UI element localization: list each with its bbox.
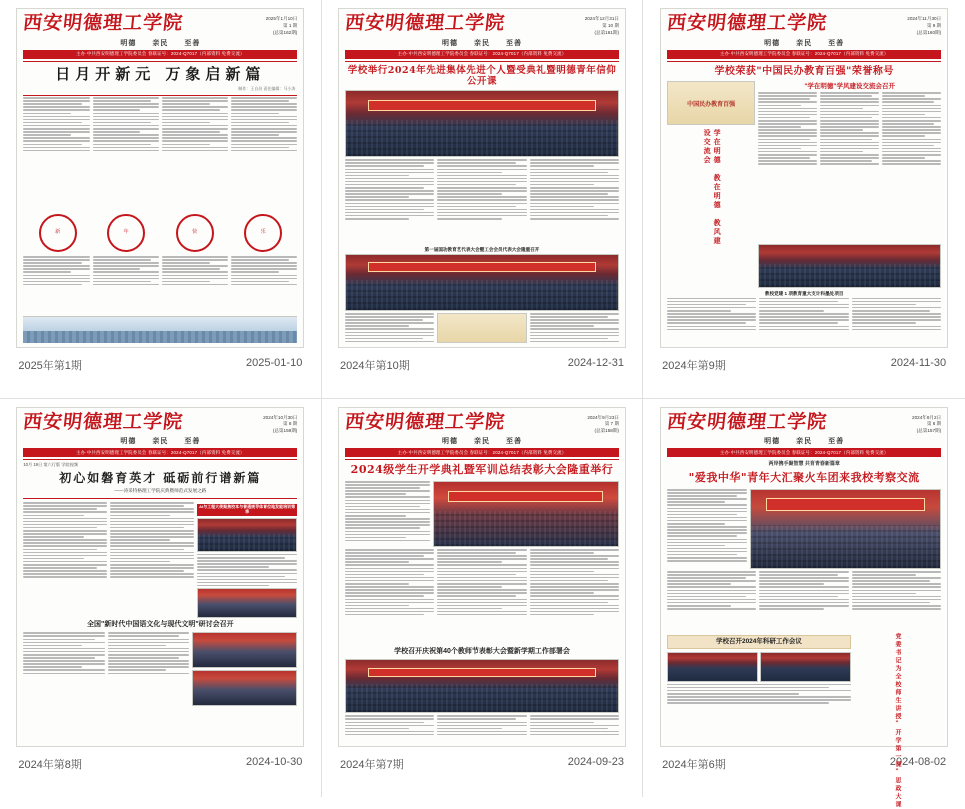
column — [93, 97, 159, 210]
motto-3: 至善 — [505, 39, 522, 47]
meeting-photo — [667, 652, 758, 682]
column — [345, 715, 434, 741]
article-columns — [23, 97, 297, 210]
right-block — [758, 81, 941, 288]
issue-label: 2025年第1期 — [18, 360, 82, 372]
issue-date-label: 2024-11-30 — [890, 357, 947, 369]
motto-row — [23, 436, 297, 446]
column — [162, 97, 228, 210]
divider — [23, 498, 297, 499]
column — [231, 97, 297, 210]
motto-3: 至善 — [828, 39, 845, 47]
column — [162, 256, 228, 316]
motto-1: 明德 — [764, 39, 781, 47]
sub-headline: "学在明德"学风建设交流会召开 — [804, 83, 895, 91]
issue-number: 第 7 期 — [604, 421, 619, 427]
issue-label: 2024年第10期 — [339, 360, 410, 372]
masthead-title: 西安明德理工学院 — [343, 410, 507, 433]
top-section — [667, 489, 941, 569]
issue-number: 第 1 期 — [283, 22, 298, 28]
motto-2: 亲民 — [152, 39, 169, 47]
section-headline: 学校召开2024年科研工作会议 — [667, 635, 851, 649]
column — [110, 502, 194, 618]
column — [437, 715, 526, 741]
audience-seats — [346, 120, 618, 156]
issue-date: 2024年12月31日 — [584, 16, 619, 21]
issue-cell[interactable] — [0, 0, 322, 399]
stage-banner — [368, 668, 597, 677]
article-columns-lower — [23, 256, 297, 316]
motto-2: 亲民 — [796, 39, 813, 47]
newspaper-thumbnail-1[interactable] — [16, 8, 304, 348]
masthead-title: 西安明德理工学院 — [22, 12, 185, 34]
motto-row — [23, 38, 297, 48]
column — [23, 256, 89, 316]
stage-banner — [368, 262, 597, 272]
article-columns — [667, 571, 941, 631]
motto-2: 亲民 — [473, 438, 490, 446]
event-photo — [345, 90, 619, 158]
column — [530, 159, 619, 245]
divider — [23, 95, 297, 96]
publisher-bar: 主办·中共西安明德理工学院委员会 春联证号：2024-Q7017（内部资料 免费交流） — [667, 448, 941, 457]
certificate-title: 中国民办教育百强 — [687, 101, 736, 108]
publisher-bar: 主办·中共西安明德理工学院委员会 春联证号：2024-Q7017（内部资料 免费交流） — [345, 50, 619, 59]
lower-right — [854, 633, 941, 809]
issue-date-label: 2024-10-30 — [246, 755, 303, 768]
issue-label: 2024年第8期 — [18, 758, 82, 771]
side-headline: AI与工程大使聚焦校本与普通规导体育位地发能培训第季 — [197, 504, 298, 516]
issue-date-label: 2025-01-10 — [246, 357, 303, 369]
column — [820, 92, 879, 242]
motto-row — [345, 436, 619, 446]
article-columns — [345, 159, 619, 245]
article-columns-lower — [345, 715, 619, 741]
seal: 年 — [107, 214, 145, 252]
publisher-bar: 主办·中共西安明德理工学院委员会 春联证号：2024-Q7017（内部资料 免费交流） — [23, 448, 297, 457]
masthead-title: 西安明德理工学院 — [22, 410, 185, 433]
seal-row — [23, 214, 297, 252]
seal: 乐 — [244, 214, 282, 252]
masthead — [23, 14, 297, 37]
lower-section — [23, 632, 297, 741]
issue-meta — [660, 348, 948, 373]
issue-meta — [16, 747, 304, 772]
group-photo — [197, 588, 298, 618]
issue-total: (总第157期) — [916, 428, 942, 434]
issue-date: 2024年8月2日 — [912, 414, 942, 420]
section-headline: 全国"新时代中国语文化与现代文明"研讨会召开 — [87, 620, 234, 628]
masthead — [22, 410, 298, 436]
column — [345, 159, 434, 245]
issue-cell[interactable] — [322, 399, 644, 798]
lower-left — [667, 633, 851, 809]
motto-2: 亲民 — [796, 438, 813, 446]
issue-total: (总第160期) — [916, 29, 942, 35]
column — [23, 97, 89, 210]
top-section — [345, 481, 619, 547]
group-photo — [192, 632, 298, 668]
issue-total: (总第162期) — [272, 29, 298, 35]
motto-2: 亲民 — [473, 39, 490, 47]
issue-total: (总第161期) — [594, 29, 619, 35]
masthead-info — [585, 14, 619, 37]
divider — [345, 459, 619, 460]
motto-1: 明德 — [764, 438, 781, 446]
issue-label: 2024年第9期 — [662, 360, 726, 372]
issue-label: 2024年第6期 — [662, 758, 726, 771]
article-columns — [758, 92, 941, 242]
issue-meta — [338, 747, 626, 772]
article-columns-lower — [667, 298, 941, 343]
newspaper-thumbnail-2[interactable] — [338, 8, 626, 348]
audience-seats — [346, 684, 618, 713]
issue-date: 2024年11月30日 — [907, 16, 942, 21]
masthead-title: 西安明德理工学院 — [343, 12, 507, 34]
city-skyline-photo — [23, 316, 297, 343]
photo-block — [750, 489, 941, 569]
stage-banner — [448, 491, 603, 502]
column — [530, 313, 619, 343]
issue-number: 第 9 期 — [926, 22, 942, 28]
masthead-info — [587, 413, 619, 436]
column — [759, 571, 848, 631]
masthead-info — [907, 14, 941, 37]
motto-1: 明德 — [441, 438, 458, 446]
article-columns — [23, 502, 297, 618]
masthead — [345, 14, 619, 37]
section-headline: 教校党建 1 项教育重大支计科墨处项目 — [764, 291, 844, 297]
lower-section — [667, 633, 941, 809]
column — [93, 256, 159, 316]
subheadline: 两岸携手聚智慧 共育青春新篇章 — [768, 461, 840, 468]
column — [437, 159, 526, 245]
vertical-headline: 党委书记为全校师生讲授"开学第一课"思政大课 — [893, 633, 900, 809]
headline: "爱我中华"青年大汇聚火车团来我校考察交流 — [688, 471, 920, 485]
top-section — [667, 81, 941, 288]
motto-2: 亲民 — [152, 438, 169, 446]
column — [852, 571, 941, 631]
issue-cell[interactable] — [643, 399, 965, 809]
column — [345, 313, 434, 343]
stage-banner — [368, 100, 597, 111]
issue-number: 第 6 期 — [926, 421, 942, 427]
issue-number: 第 10 期 — [602, 22, 619, 28]
ceremony-photo — [433, 481, 619, 547]
byline: 制作：王自昌 责任编辑：马小涛 — [238, 86, 296, 92]
group-photo — [750, 489, 941, 569]
publisher-bar: 主办·中共西安明德理工学院委员会 春联证号：2024-Q7017（内部资料 免费交流） — [23, 50, 297, 59]
column — [667, 489, 747, 569]
column — [231, 256, 297, 316]
issue-number: 第 8 期 — [283, 421, 298, 427]
column — [345, 481, 430, 547]
dateline: 10月 19日 第六行版 学院视频 — [23, 462, 79, 468]
newspaper-thumbnail-4[interactable] — [16, 407, 304, 747]
column — [882, 92, 941, 242]
certificate-block — [667, 81, 755, 288]
article-columns — [345, 549, 619, 645]
motto-1: 明德 — [120, 39, 137, 47]
motto-row — [667, 436, 941, 446]
publisher-bar: 主办·中共西安明德理工学院委员会 春联证号：2024-Q7017（内部资料 免费交流） — [667, 50, 941, 59]
audience-seats — [759, 264, 940, 287]
audience-rows — [751, 525, 940, 568]
divider — [667, 61, 941, 62]
column — [23, 502, 107, 618]
headline: 初心如磐育英才 砥砺前行谱新篇 — [59, 471, 262, 486]
divider — [345, 61, 619, 62]
column — [530, 715, 619, 741]
issue-date: 2025年1月10日 — [265, 16, 298, 21]
event-photo — [197, 518, 298, 552]
audience-seats — [434, 511, 618, 546]
masthead — [667, 14, 941, 37]
masthead-title: 西安明德理工学院 — [666, 410, 829, 433]
newspaper-thumbnail-3[interactable] — [660, 8, 948, 348]
issue-total: (总第159期) — [272, 428, 298, 434]
subheadline: ——涛采特格理工学院庆典暨师范式发展之路 — [114, 488, 207, 494]
vertical-headline: 学在明德 教在明德 教风建设交流会 — [703, 129, 721, 247]
column — [23, 632, 104, 741]
divider — [23, 61, 297, 62]
meeting-photo — [760, 652, 851, 682]
masthead-title: 西安明德理工学院 — [666, 12, 829, 34]
event-photo — [758, 244, 941, 288]
motto-1: 明德 — [120, 438, 137, 446]
issue-date-label: 2024-12-31 — [567, 357, 624, 369]
section-headline: 第一届国功教育艺代表大会暨工会会员代表大会隆重召开 — [424, 247, 540, 253]
photo-column — [192, 632, 298, 741]
motto-3: 至善 — [184, 438, 201, 446]
masthead-info — [266, 14, 298, 37]
masthead — [666, 410, 942, 436]
column — [759, 298, 848, 343]
issue-cell[interactable] — [322, 0, 644, 399]
column — [108, 632, 189, 741]
seal: 新 — [39, 214, 77, 252]
issue-total: (总第158期) — [594, 428, 619, 434]
issue-label: 2024年第7期 — [339, 758, 404, 771]
column — [345, 549, 434, 645]
lower-section — [345, 313, 619, 343]
newspaper-thumbnail-5[interactable] — [338, 407, 626, 747]
group-photo — [192, 670, 298, 706]
column — [437, 549, 526, 645]
section-headline: 学校召开庆祝第40个教师节表彰大会暨新学期工作部署会 — [394, 648, 570, 655]
masthead-info — [263, 413, 297, 436]
motto-3: 至善 — [184, 39, 201, 47]
event-photo-secondary — [345, 659, 619, 713]
issue-date: 2024年9月23日 — [587, 414, 619, 420]
masthead — [343, 410, 619, 436]
seal: 快 — [176, 214, 214, 252]
headline: 学校荣获"中国民办教育百强"荣誉称号 — [714, 65, 894, 77]
column — [852, 298, 941, 343]
issue-date-label: 2024-08-02 — [889, 755, 947, 768]
issue-meta — [16, 348, 304, 373]
masthead-info — [912, 413, 941, 436]
motto-row — [667, 38, 941, 48]
issue-date: 2024年10月30日 — [263, 414, 298, 420]
photo-block — [433, 481, 619, 547]
column — [667, 571, 756, 631]
column — [758, 92, 817, 242]
audience-seats — [346, 280, 618, 310]
motto-row — [345, 38, 619, 48]
issue-date-label: 2024-09-23 — [567, 755, 624, 768]
motto-3: 至善 — [505, 438, 522, 446]
motto-1: 明德 — [441, 39, 458, 47]
column — [530, 549, 619, 645]
headline: 学校举行2024年先进集体先进个人暨受典礼暨明德青年信仰公开课 — [347, 64, 617, 87]
certificate-photo — [437, 313, 528, 343]
issue-meta — [338, 348, 626, 373]
headline: 2024级学生开学典礼暨军训总结表彰大会隆重举行 — [350, 463, 614, 477]
issue-cell[interactable] — [643, 0, 965, 399]
stage-banner — [766, 498, 925, 511]
column-with-photo — [197, 502, 298, 618]
divider — [23, 459, 297, 460]
column — [667, 298, 756, 343]
headline: 日月开新元 万象启新篇 — [55, 64, 266, 83]
issue-cell[interactable] — [0, 399, 322, 798]
event-photo-secondary — [345, 254, 619, 311]
publisher-bar: 主办·中共西安明德理工学院委员会 春联证号：2024-Q7017（内部资料 免费交流） — [345, 448, 619, 457]
motto-3: 至善 — [828, 438, 845, 446]
